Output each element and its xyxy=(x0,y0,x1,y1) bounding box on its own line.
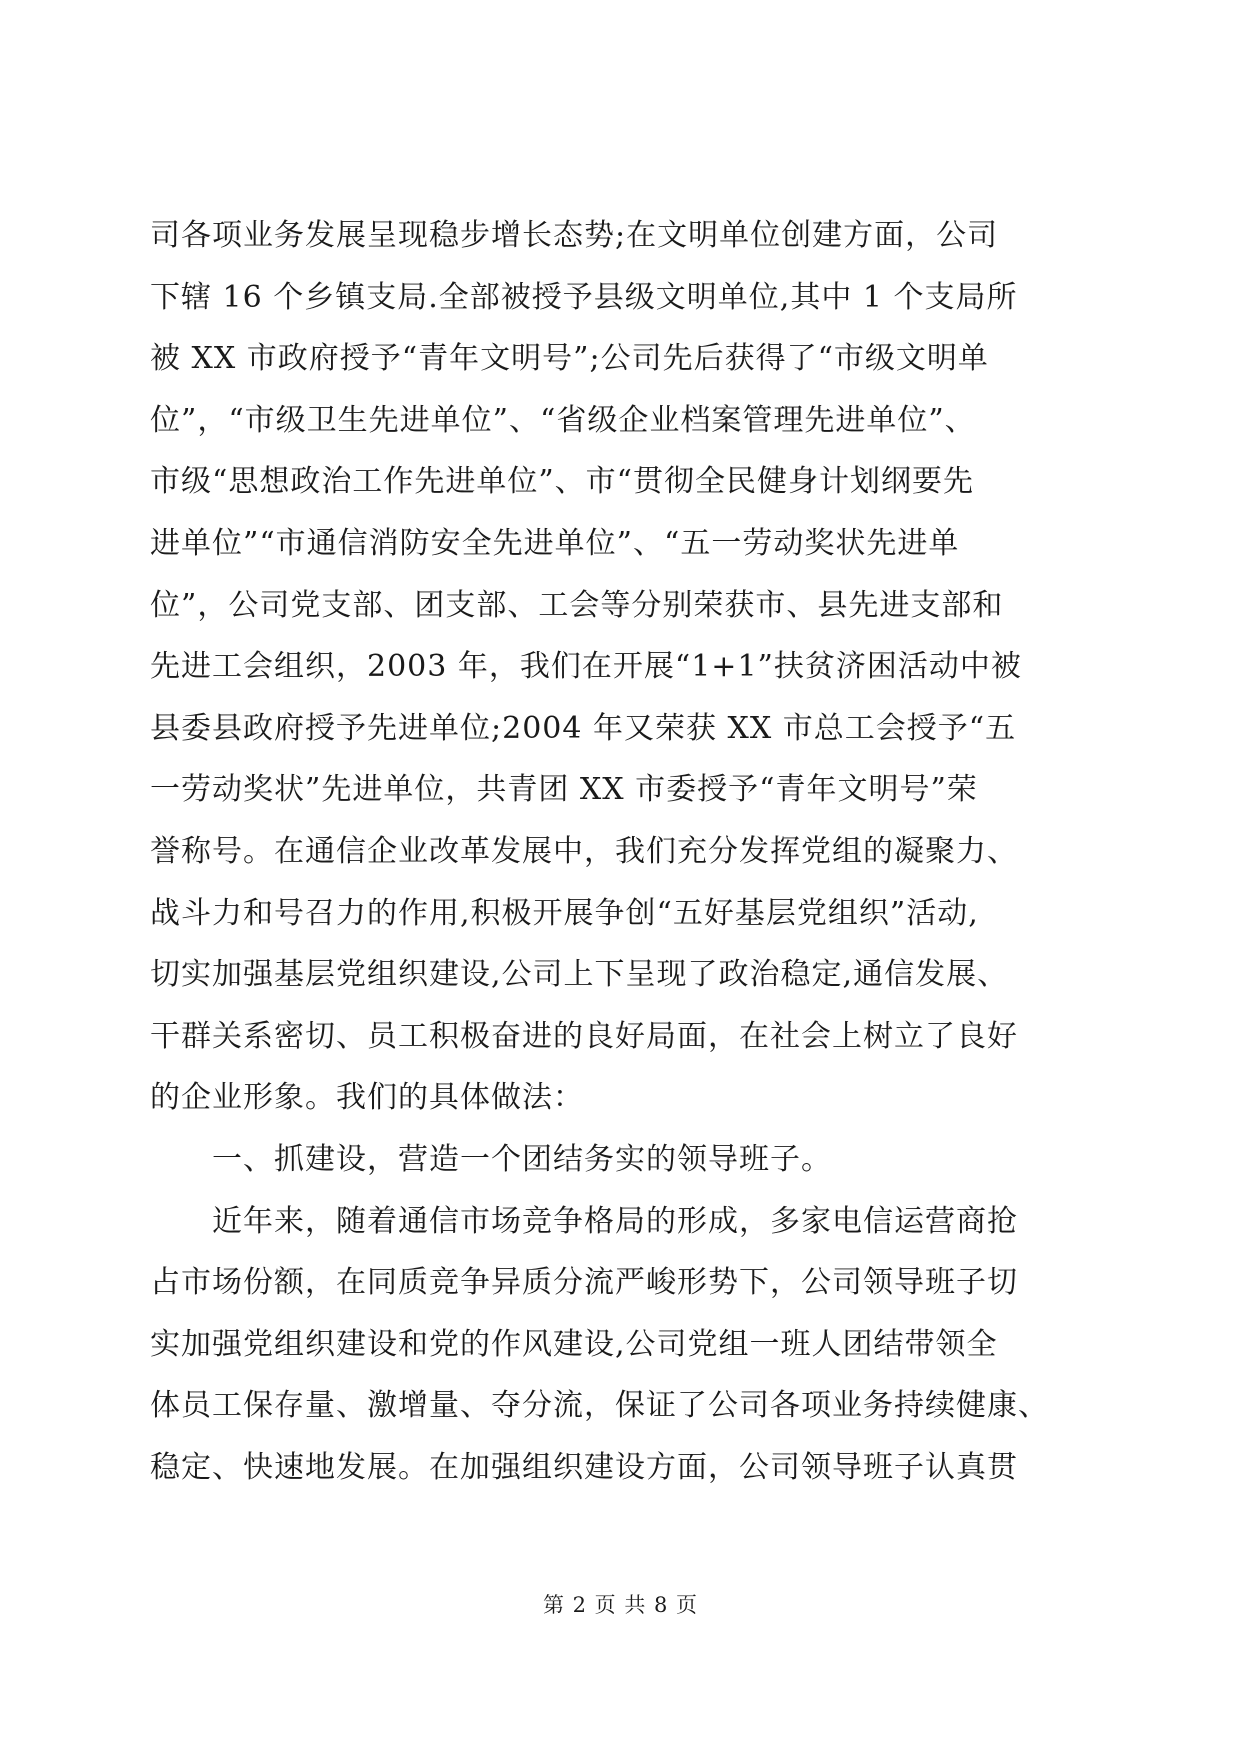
text-line: 切实加强基层党组织建设,公司上下呈现了政治稳定,通信发展、 xyxy=(150,957,1009,993)
text-line: 干群关系密切、员工积极奋进的良好局面，在社会上树立了良好 xyxy=(150,1018,1018,1054)
text-line: 誉称号。在通信企业改革发展中，我们充分发挥党组的凝聚力、 xyxy=(150,833,1018,869)
text-line: 占市场份额，在同质竞争异质分流严峻形势下，公司领导班子切 xyxy=(150,1265,1018,1301)
text-line: 司各项业务发展呈现稳步增长态势;在文明单位创建方面，公司 xyxy=(150,218,999,253)
text-line: 位”，“市级卫生先进单位”、“省级企业档案管理先进单位”、 xyxy=(150,402,976,438)
text-line: 位”，公司党支部、团支部、工会等分别荣获市、县先进支部和 xyxy=(150,587,1004,623)
text-line: 县委县政府授予先进单位;2004 年又荣获 XX 市总工会授予“五 xyxy=(150,710,1017,746)
text-line: 进单位”“市通信消防安全先进单位”、“五一劳动奖状先进单 xyxy=(150,525,960,561)
text-line: 一劳动奖状”先进单位，共青团 XX 市委授予“青年文明号”荣 xyxy=(150,772,978,808)
text-line: 市级“思想政治工作先进单位”、市“贯彻全民健身计划纲要先 xyxy=(150,464,975,500)
text-line: 被 XX 市政府授予“青年文明号”;公司先后获得了“市级文明单 xyxy=(150,341,989,377)
text-line: 战斗力和号召力的作用,积极开展争创“五好基层党组织”活动, xyxy=(150,895,979,931)
text-line: 稳定、快速地发展。在加强组织建设方面，公司领导班子认真贯 xyxy=(150,1449,1018,1485)
body-text xyxy=(150,205,1090,1498)
page-number-footer: 第 2 页 共 8 页 xyxy=(542,1593,699,1617)
section-heading: 一、抓建设，营造一个团结务实的领导班子。 xyxy=(212,1141,832,1177)
text-line: 下辖 16 个乡镇支局.全部被授予县级文明单位,其中 1 个支局所 xyxy=(150,279,1018,315)
text-line: 先进工会组织，2003 年，我们在开展“1+1”扶贫济困活动中被 xyxy=(150,649,1022,685)
text-line: 的企业形象。我们的具体做法： xyxy=(150,1080,584,1116)
text-line: 体员工保存量、激增量、夺分流，保证了公司各项业务持续健康、 xyxy=(150,1388,1049,1424)
text-line: 实加强党组织建设和党的作风建设,公司党组一班人团结带领全 xyxy=(150,1326,998,1362)
paragraph-first-line: 近年来，随着通信市场竞争格局的形成，多家电信运营商抢 xyxy=(212,1203,1018,1239)
